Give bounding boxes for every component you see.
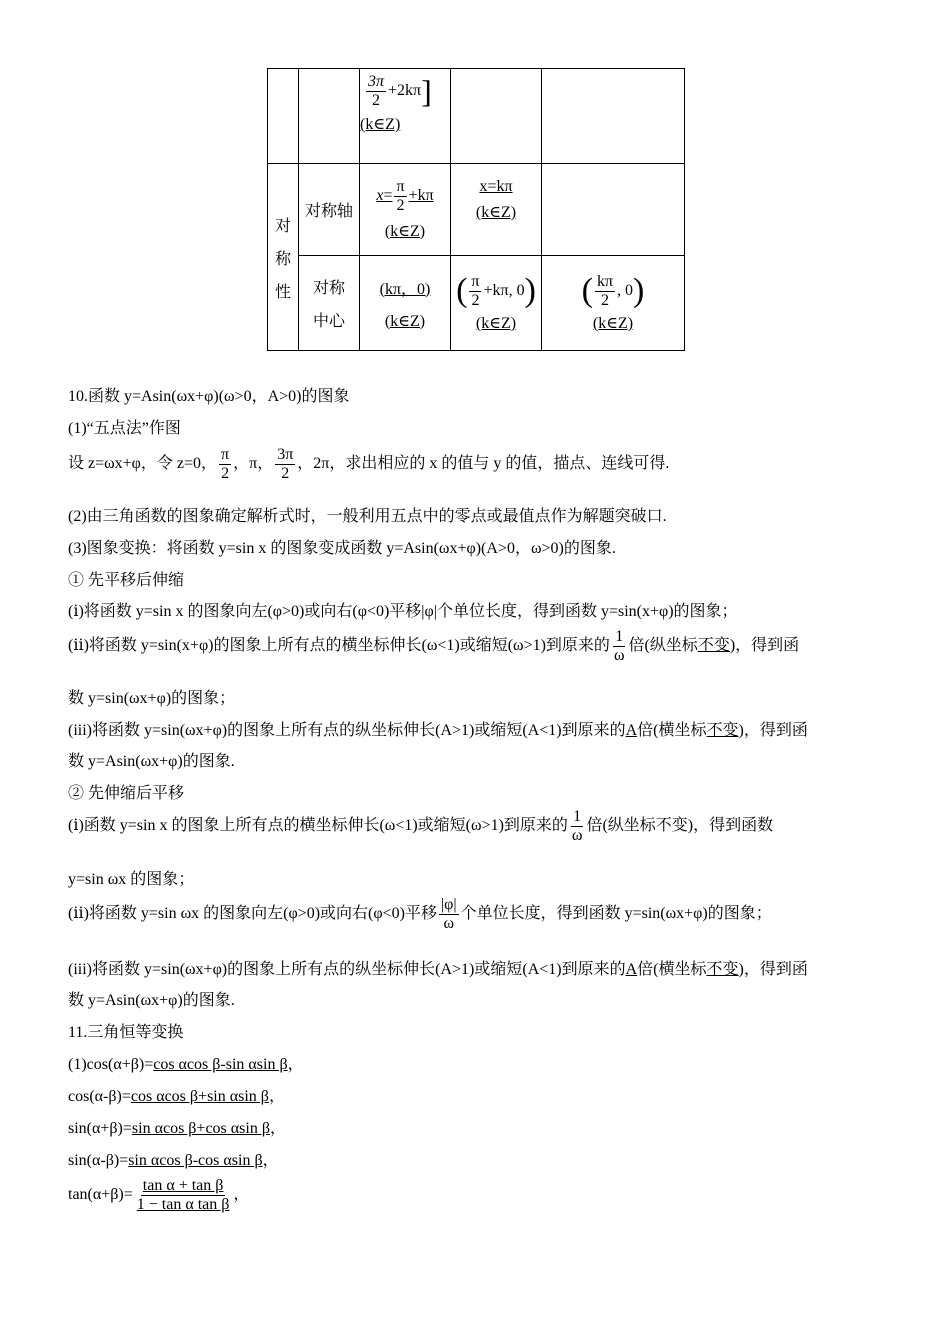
- paragraph: (ⅱ)将函数 y=sin(x+φ)的图象上所有点的横坐标伸长(ω<1)或缩短(ω>1)到原来的 $\frac{1}{\omega}$ 倍(纵坐标不变)，得到函: [68, 628, 800, 664]
- paragraph: (2)由三角函数的图象确定解析式时，一般利用五点中的零点或最值点作为解题突破口.: [68, 508, 667, 525]
- table-cell-interval: $\frac{3\pi}{2}$ +2kπ] (k∈Z): [360, 69, 451, 164]
- center-label: 对称 中心: [299, 256, 360, 351]
- table-cell-empty: [451, 69, 542, 164]
- paragraph: y=sin ωx 的图象；: [68, 871, 195, 888]
- center-tan: ( $\frac{k\pi}{2}$ , 0) (k∈Z): [542, 256, 685, 351]
- formula: sin(α-β)=sin αcos β-cos αsin β，: [68, 1152, 279, 1169]
- table-cell-empty: [542, 164, 685, 256]
- paragraph: (ⅰ)函数 y=sin x 的图象上所有点的横坐标伸长(ω<1)或缩短(ω>1)到原来的 $\frac{1}{\omega}$ 倍(纵坐标不变)，得到函数: [68, 808, 774, 844]
- section-10-title: 10.函数 y=Asin(ωx+φ)(ω>0，A>0)的图象: [68, 388, 350, 405]
- symmetry-table: [267, 68, 685, 351]
- axis-sin: x= $\frac{\pi}{2}$ +kπ (k∈Z): [360, 164, 451, 256]
- center-cos: ( $\frac{\pi}{2}$ +kπ, 0) (k∈Z): [451, 256, 542, 351]
- paragraph: (3)图象变换：将函数 y=sin x 的图象变成函数 y=Asin(ωx+φ)(A>0，ω>0)的图象.: [68, 540, 616, 557]
- axis-label: 对称轴: [299, 164, 360, 256]
- center-sin: (kπ，0) (k∈Z): [360, 256, 451, 351]
- section-11-title: 11.三角恒等变换: [68, 1024, 184, 1041]
- paragraph: 数 y=Asin(ωx+φ)的图象.: [68, 753, 235, 770]
- formula: tan(α+β)= $\frac{\text{tan α + tan β}}{\text{1 − tan α tan β}}$ ，: [68, 1177, 250, 1213]
- table-cell-empty: [542, 69, 685, 164]
- k-in-z: (k∈Z): [360, 116, 401, 133]
- fraction: $\frac{3\pi}{2}$: [368, 73, 385, 109]
- paragraph: (ⅰ)将函数 y=sin x 的图象向左(φ>0)或向右(φ<0)平移|φ|个单位长度，得到函数 y=sin(x+φ)的图象；: [68, 603, 738, 620]
- paragraph: 设 z=ωx+φ，令 z=0， $\frac{\pi}{2}$ ，π， $\frac{3\pi}{2}$ ，2π，求出相应的 x 的值与 y 的值，描点、连线可得.: [68, 446, 670, 482]
- formula: sin(α+β)=sin αcos β+cos αsin β，: [68, 1120, 286, 1137]
- paragraph: (iii)将函数 y=sin(ωx+φ)的图象上所有点的纵坐标伸长(A>1)或缩短(A<1)到原来的A倍(横坐标不变)，得到函: [68, 722, 808, 739]
- paragraph: (ⅱ)将函数 y=sin ωx 的图象向左(φ>0)或向右(φ<0)平移 $\frac{|\varphi|}{\omega}$ 个单位长度，得到函数 y=sin(ωx+φ)的图象；: [68, 896, 772, 932]
- paragraph: (iii)将函数 y=sin(ωx+φ)的图象上所有点的纵坐标伸长(A>1)或缩短(A<1)到原来的A倍(横坐标不变)，得到函: [68, 961, 808, 978]
- method-1-title: ① 先平移后伸缩: [68, 572, 185, 589]
- paragraph: 数 y=Asin(ωx+φ)的图象.: [68, 992, 235, 1009]
- table-cell-empty: [299, 69, 360, 164]
- method-2-title: ② 先伸缩后平移: [68, 785, 185, 802]
- paragraph: 数 y=sin(ωx+φ)的图象；: [68, 690, 236, 707]
- formula: (1)cos(α+β)=cos αcos β-sin αsin β，: [68, 1056, 304, 1073]
- axis-cos: x=kπ (k∈Z): [451, 164, 542, 256]
- symmetry-label: 对 称 性: [268, 164, 299, 351]
- paragraph: (1)“五点法”作图: [68, 420, 181, 437]
- table-cell-empty: [268, 69, 299, 164]
- formula: cos(α-β)=cos αcos β+sin αsin β，: [68, 1088, 285, 1105]
